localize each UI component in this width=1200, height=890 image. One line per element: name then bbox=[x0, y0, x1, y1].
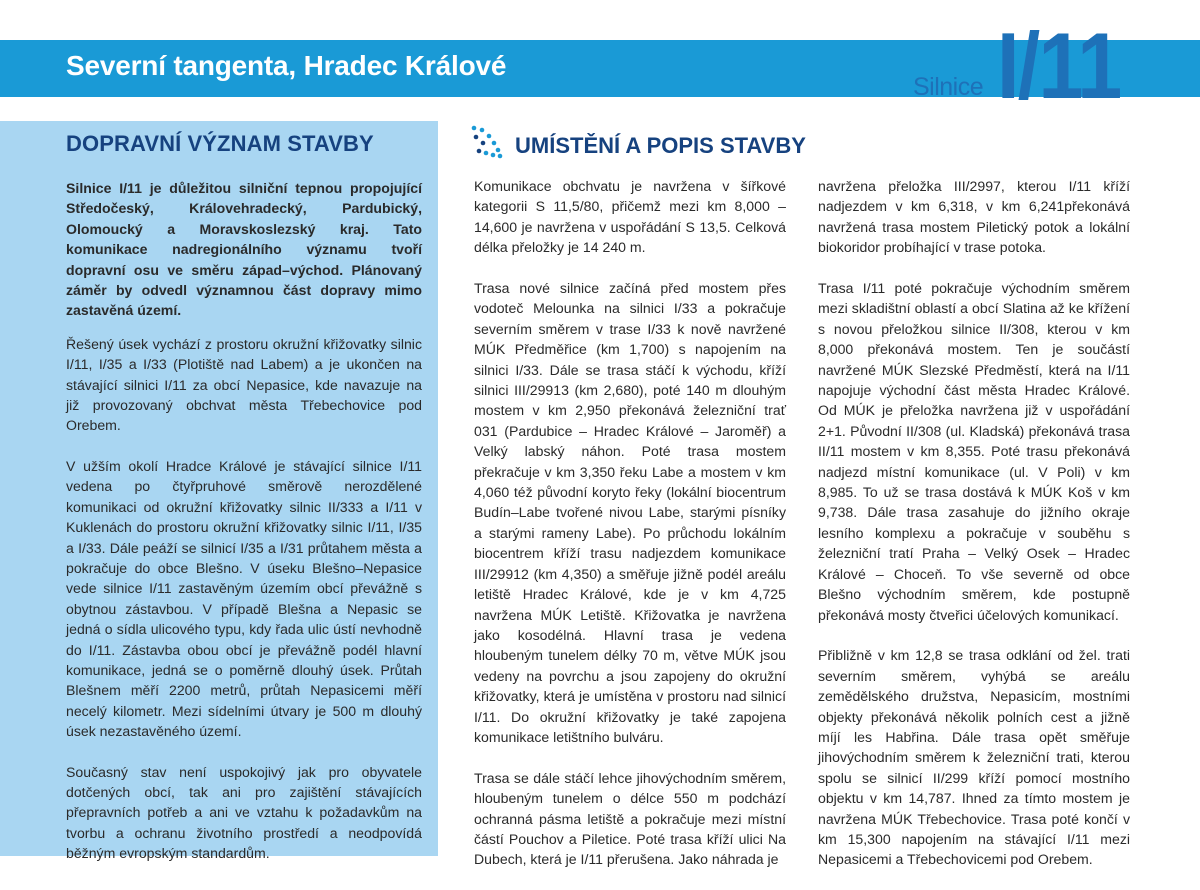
road-number: I/11 bbox=[997, 13, 1121, 118]
body-paragraph: Přibližně v km 12,8 se trasa odklání od žel. trati severním směrem, vyhýbá se areálu zemědělského družstva, Nepasicím, mostními objekty překonává několik polních cest a jižně míjí les Habřina. Dále trasa opět směřuje jihovýchodním směrem k železniční trati, kterou spolu se silnicí II/299 kříží pomocí mostního objektu v km 14,787. Ihned za tímto mostem je navržena MÚK Třebechovice. Trasa poté končí v km 15,300 napojením na stávající I/11 mezi Nepasicemi a Třebechovicemi pod Orebem. bbox=[818, 647, 1130, 868]
text-column-right bbox=[818, 176, 1130, 890]
sidebar-paragraph: Řešený úsek vychází z prostoru okružní křižovatky silnic I/11, I/35 a I/33 (Plotiště nad Labem) a je ukončen na stávající silnici I/11 za obcí Nepasice, kde navazuje na již provozovaný obchvat města Třebechovice pod Orebem. bbox=[66, 335, 422, 434]
body-paragraph: Komunikace obchvatu je navržena v šířkové kategorii S 11,5/80, přičemž mezi km 8,000 – 14,600 je navržena v uspořádání S 13,5. Celková délka přeložky je 14 240 m. bbox=[474, 178, 786, 256]
body-paragraph: Trasa nové silnice začíná před mostem přes vodoteč Melounka na silnici I/33 a pokračuje severním směrem v trase I/33 k nově navržené MÚK Předměřice (km 1,700) s napojením na silnici I/33. Dále se trasa stáčí k východu, kříží silnici III/29913 (km 2,680), poté 140 m dlouhým mostem v km 2,950 překonává železniční trať 031 (Pardubice – Hradec Králové – Jaroměř) a Velký labský náhon. Poté trasa mostem překračuje v km 3,350 řeku Labe a mostem v km 4,060 též původní koryto řeky (lokální biocentrum Budín–Labe tvořené nivou Labe, starými písníky a starými rameny Labe). Po průchodu lokálním biocentrem kříží trasu nadjezdem komunikace III/29912 (km 4,350) a směřuje jižně podél areálu letiště Hradec Králové, kde je v km 4,725 navržena MÚK Letiště. Křižovatka je navržena jako kosodélná. Hlavní trasa je vedena hloubeným tunelem délky 70 m, větve MÚK jsou vedeny na povrchu a jsou zapojeny do okružní křižovatky, která je umístěna v prostoru nad silnicí I/11. Do okružní křižovatky je také zapojena komunikace letištního bulváru. bbox=[474, 280, 786, 745]
body-paragraph: navržena přeložka III/2997, kterou I/11 kříží nadjezdem v km 6,318, v km 6,241překonává navržená trasa mostem Piletický potok a lokální biokoridor probíhající v trase potoka. bbox=[818, 178, 1130, 256]
text-column-middle bbox=[474, 176, 786, 890]
sidebar-paragraph: V užším okolí Hradce Králové je stávající silnice I/11 vedena po čtyřpruhové směrově nerozdělené komunikaci od okružní křižovatky silnic II/333 a I/11 v Kuklenách do prostoru okružní křižovatky silnic I/11, I/35 a I/33. Dále peáží se silnicí I/35 a I/31 průtahem města a pokračuje do obce Blešno. V úseku Blešno–Nepasice vede silnice I/11 zastavěným územím obcí převážně s obytnou zástavbou. V případě Blešna a Nepasic se jedná o sídla ulicového typu, kdy řada ulic ústí nevhodně do I/11. Zástavba obou obcí je převážně podél hlavní komunikace, jedná se o poměrně dlouhý úsek. Průtah Blešnem měří 2200 metrů, průtah Nepasicemi měří necelý kilometr. Mezi sídelními útvary je 500 m dlouhý úsek nezastavěného území. bbox=[66, 457, 422, 740]
sidebar-paragraph: Současný stav není uspokojivý jak pro obyvatele dotčených obcí, tak ani pro zajištění stávajících přepravních potřeb a ani ve vztahu k požadavkům na tvorbu a ochranu životního prostředí a neodpovídá běžným evropským standardům. bbox=[66, 763, 422, 862]
sidebar-text bbox=[66, 178, 422, 884]
body-paragraph: Trasa I/11 poté pokračuje východním směrem mezi skladištní oblastí a obcí Slatina až ke křížení s novou přeložkou silnice II/308, kterou v km 8,000 překonává mostem. Ten je součástí navržené MÚK Slezské Předměstí, která na I/11 napojuje východní část města Hradec Králové. Od MÚK je přeložka navržena již v uspořádání 2+1. Původní II/308 (ul. Kladská) překonává trasa II/11 mostem v km 8,355. Poté trasu překonává nadjezd místní komunikace (ul. V Poli) v km 8,985. To už se trasa dostává k MÚK Koš v km 9,738. Dále trasa zasahuje do jižního okraje lesního komplexu a pokračuje v souběhu s železniční tratí Praha – Velký Osek – Hradec Králové – Choceň. To vše severně od obce Blešno východním směrem, kde postupně překonává mosty čtveřici účelových komunikací. bbox=[818, 280, 1130, 623]
body-paragraph: Trasa se dále stáčí lehce jihovýchodním směrem, hloubeným tunelem o délce 550 m podchází ochranná pásma letiště a pokračuje mezi místní částí Pouchov a Piletice. Poté trasa kříží ulici Na Dubech, která je I/11 přerušena. Jako náhrada je bbox=[474, 769, 786, 868]
page-title: Severní tangenta, Hradec Králové bbox=[66, 50, 507, 81]
main-heading: UMÍSTĚNÍ A POPIS STAVBY bbox=[515, 133, 806, 158]
sidebar-heading: DOPRAVNÍ VÝZNAM STAVBY bbox=[66, 131, 374, 156]
sidebar-lead-paragraph: Silnice I/11 je důležitou silniční tepnou propojující Středočeský, Královehradecký, Pardubický, Olomoucký a Moravskoslezský kraj. Tato komunikace nadregionálního významu tvoří dopravní osu ve směru západ–východ. Plánovaný záměr by odvedl významnou část dopravy mimo zastavěná území. bbox=[66, 180, 422, 319]
road-label: Silnice bbox=[913, 73, 984, 101]
dots-arrow-icon bbox=[471, 125, 505, 159]
